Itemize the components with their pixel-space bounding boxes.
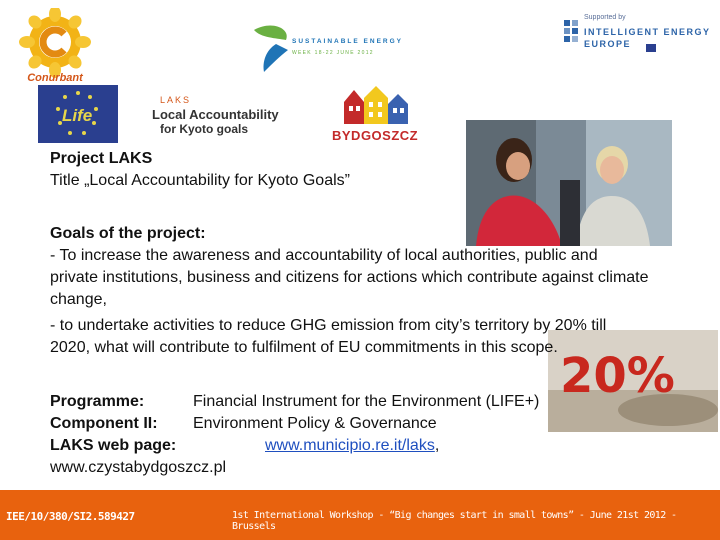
details-block	[50, 391, 700, 479]
life-logo-text: Life	[62, 106, 93, 125]
laks-small-label: LAKS	[160, 95, 192, 105]
goal-item-1: - To increase the awareness and accountability of local authorities, public and private institutions, business and citizens for actions which contribute against climate change,	[50, 247, 649, 308]
iee-title-line1: INTELLIGENT ENERGY	[584, 27, 711, 37]
sustainable-energy-logo	[246, 20, 436, 75]
programme-label: Programme:	[50, 393, 145, 410]
web-separator: ,	[434, 437, 440, 454]
footer-reference: IEE/10/380/SI2.589427	[6, 510, 135, 523]
percent-badge-text: 20%	[560, 348, 675, 404]
goals-block	[50, 223, 650, 359]
iee-supported-by: Supported by	[584, 14, 626, 21]
project-label: Project LAKS	[50, 150, 153, 167]
iee-title-line2: EUROPE	[584, 39, 632, 49]
laks-logo-line1: Local Accountability	[152, 107, 279, 122]
goal-item-2: - to undertake activities to reduce GHG emission from city’s territory by 20% till 2020, what will contribute to fulfilment of EU commitments in this scope.	[50, 317, 607, 356]
second-web-address: www.czystabydgoszcz.pl	[50, 459, 227, 476]
footer-event: 1st International Workshop - “Big changes start in small towns” - June 21st 2012 - Brussels	[232, 510, 677, 532]
bydgoszcz-logo-text: BYDGOSZCZ	[332, 128, 419, 143]
web-page-label: LAKS web page:	[50, 437, 177, 454]
laks-logo-line2: for Kyoto goals	[160, 122, 249, 136]
programme-value: Financial Instrument for the Environment (LIFE+)	[193, 393, 540, 410]
component-label: Component II:	[50, 415, 158, 432]
concurbant-name: Conurbant	[27, 72, 83, 84]
sustainable-energy-subtitle: WEEK 18-22 JUNE 2012	[292, 50, 374, 56]
iee-title	[584, 26, 711, 50]
component-value: Environment Policy & Governance	[193, 415, 437, 432]
laks-web-link[interactable]: www.municipio.re.it/laks	[265, 437, 435, 454]
project-title: Title „Local Accountability for Kyoto Goals”	[50, 172, 350, 189]
sustainable-energy-title: SUSTAINABLE ENERGY	[292, 38, 403, 45]
goals-heading: Goals of the project:	[50, 225, 206, 242]
project-block	[50, 148, 700, 192]
